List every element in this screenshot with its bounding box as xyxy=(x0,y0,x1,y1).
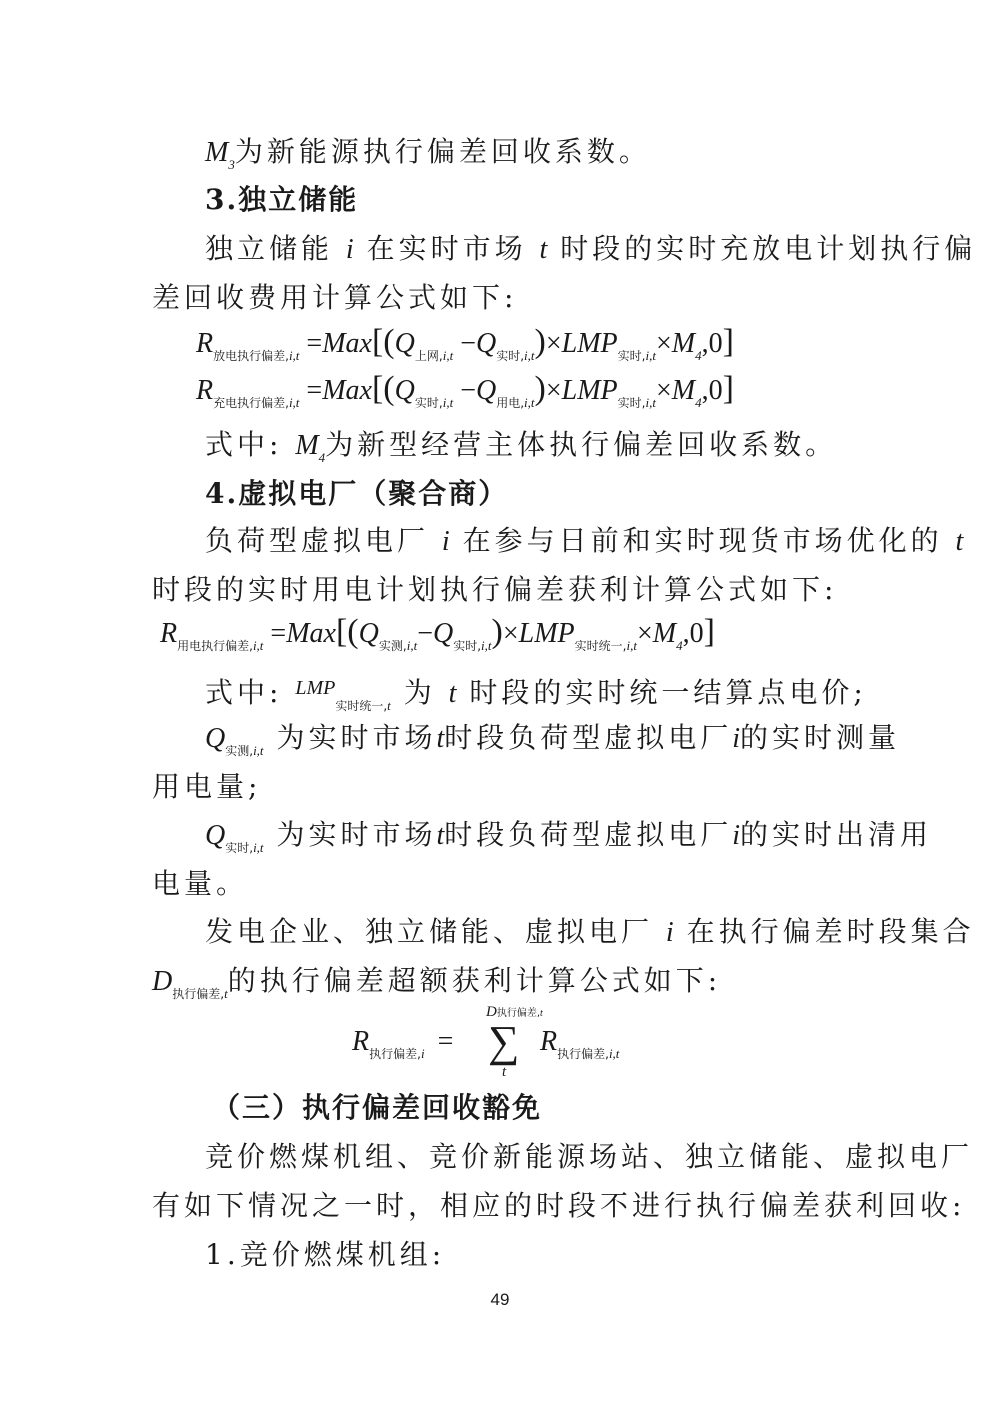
subscript: 实时统一, xyxy=(335,699,388,713)
subscript: 执行偏差, xyxy=(496,1008,541,1019)
func-max: Max xyxy=(322,375,372,406)
var-r: R xyxy=(196,375,214,406)
tail: ,0 xyxy=(701,328,723,359)
bracket: ] xyxy=(722,370,734,407)
var-subscript: 3 xyxy=(228,157,235,172)
q-measured-definition xyxy=(205,718,900,771)
var-m: M xyxy=(671,328,696,359)
subscript: 实时, xyxy=(414,396,443,410)
formula-charge xyxy=(196,369,734,423)
subscript: i,t xyxy=(626,638,637,653)
subscript: 用电执行偏差, xyxy=(177,639,253,653)
paragraph-line: 用电量; xyxy=(152,770,262,803)
var-d: D xyxy=(152,966,173,997)
text: 为 xyxy=(403,676,436,709)
var-q: Q xyxy=(394,375,415,406)
subscript: i,t xyxy=(481,638,492,653)
paragraph-line: 时段的实时用电计划执行偏差获利计算公式如下: xyxy=(152,573,838,606)
var-lmp: LMP xyxy=(561,328,618,359)
subscript: i,t xyxy=(252,638,264,653)
func-max: Max xyxy=(322,328,372,359)
equals: = xyxy=(270,618,287,649)
var-i: i xyxy=(732,723,741,754)
text: 在实时市场 xyxy=(366,232,527,265)
var-i: i xyxy=(665,917,674,948)
subscript: 执行偏差, xyxy=(172,987,225,1001)
bracket: [( xyxy=(371,370,395,407)
subscript: t xyxy=(224,986,228,1001)
paragraph-line xyxy=(205,229,976,270)
paragraph-line xyxy=(205,521,963,562)
subscript: i,t xyxy=(524,395,535,410)
subscript: i,t xyxy=(253,840,264,855)
subscript: 实时, xyxy=(453,639,482,653)
var-t: t xyxy=(436,723,445,754)
subscript: i,t xyxy=(442,395,454,410)
m3-definition xyxy=(205,132,651,185)
minus: − xyxy=(460,375,476,406)
subscript: i,t xyxy=(442,348,454,363)
var-m: M xyxy=(652,618,677,649)
var-q: Q xyxy=(432,618,454,649)
var-r: R xyxy=(196,328,214,359)
paragraph-line: 差回收费用计算公式如下: xyxy=(152,281,518,314)
var-m: M xyxy=(205,137,229,168)
var-d: D xyxy=(486,1004,497,1020)
subscript: 实时统一, xyxy=(574,639,627,653)
subscript: i,t xyxy=(645,348,656,363)
var-r: R xyxy=(540,1026,558,1057)
var-r: R xyxy=(160,618,178,649)
var-i: i xyxy=(732,820,741,851)
var-q: Q xyxy=(475,375,497,406)
var-q: Q xyxy=(205,723,226,754)
definition-text: 为新能源执行偏差回收系数。 xyxy=(234,135,651,168)
var-t: t xyxy=(955,526,964,557)
text: 式中: xyxy=(205,428,283,461)
q-realtime-definition xyxy=(205,815,932,868)
text: 的实时测量 xyxy=(740,721,901,754)
text: 的执行偏差超额获利计算公式如下: xyxy=(227,964,722,997)
var-t: t xyxy=(448,678,457,709)
minus: − xyxy=(460,328,476,359)
subscript: 4 xyxy=(695,395,702,410)
sigma-symbol: ∑ xyxy=(488,1017,520,1066)
subscript: t xyxy=(387,698,391,713)
text: 式中: xyxy=(205,676,283,709)
subscript: 实测, xyxy=(225,744,254,758)
times: × xyxy=(502,618,519,649)
formula-consumption xyxy=(160,612,715,666)
subscript: 放电执行偏差, xyxy=(213,349,289,363)
subscript: i,t xyxy=(608,1046,620,1061)
text: 在参与日前和实时现货市场优化的 xyxy=(462,524,943,557)
var-lmp: LMP xyxy=(295,677,336,699)
tail: ,0 xyxy=(682,618,704,649)
tail: ,0 xyxy=(701,375,723,406)
bracket: [( xyxy=(371,323,395,360)
var-lmp: LMP xyxy=(561,375,618,406)
var-m: M xyxy=(671,375,696,406)
var-t: t xyxy=(539,234,548,265)
bracket: ] xyxy=(703,613,715,650)
text: 发电企业、独立储能、虚拟电厂 xyxy=(205,915,654,948)
times: × xyxy=(655,328,672,359)
subscript: 实时, xyxy=(617,396,646,410)
var-q: Q xyxy=(205,820,226,851)
m4-definition xyxy=(205,425,837,478)
section-heading-4: 4.虚拟电厂（聚合商） xyxy=(205,477,509,510)
subscript: i,t xyxy=(645,395,656,410)
paragraph-line: 电量。 xyxy=(152,867,249,900)
bracket: ) xyxy=(534,323,546,360)
subscript: 执行偏差, xyxy=(369,1047,421,1061)
subscript: 实时, xyxy=(225,841,254,855)
subscript: i xyxy=(420,1046,425,1061)
subscript: t xyxy=(540,1008,543,1019)
page-number: 49 xyxy=(490,1290,510,1309)
subscript: 实时, xyxy=(617,349,646,363)
subscript: 4 xyxy=(318,450,326,465)
text: 独立储能 xyxy=(205,232,334,265)
var-i: i xyxy=(345,234,354,265)
text: 为新型经营主体执行偏差回收系数。 xyxy=(325,428,838,461)
equals: = xyxy=(306,328,323,359)
paragraph-line xyxy=(205,912,975,953)
subscript: i,t xyxy=(288,395,300,410)
var-i: i xyxy=(441,526,450,557)
text: 为实时市场 xyxy=(276,721,437,754)
section-heading-exemption: （三）执行偏差回收豁免 xyxy=(212,1091,543,1124)
text: 时段的实时统一结算点电价; xyxy=(469,676,867,709)
subscript: i,t xyxy=(288,348,300,363)
paragraph-line: 1.竞价燃煤机组: xyxy=(205,1238,446,1271)
sum-lower-limit: t xyxy=(502,1064,507,1080)
subscript: 实时, xyxy=(496,349,525,363)
subscript: i,t xyxy=(524,348,535,363)
sum-lhs xyxy=(352,1022,453,1074)
formula-discharge xyxy=(196,322,734,376)
subscript: 实测, xyxy=(378,639,407,653)
text: 时段的实时充放电计划执行偏 xyxy=(560,232,977,265)
equals: = xyxy=(306,375,323,406)
paragraph-line: 竞价燃煤机组、竞价新能源场站、独立储能、虚拟电厂 xyxy=(205,1140,974,1173)
equals: = xyxy=(437,1026,454,1057)
bracket: ) xyxy=(534,370,546,407)
var-t: t xyxy=(436,820,445,851)
func-max: Max xyxy=(286,618,336,649)
var-r: R xyxy=(352,1026,370,1057)
subscript: 上网, xyxy=(414,349,443,363)
sum-rhs xyxy=(540,1022,619,1074)
text: 负荷型虚拟电厂 xyxy=(205,524,430,557)
var-q: Q xyxy=(394,328,415,359)
times: × xyxy=(545,375,562,406)
times: × xyxy=(636,618,653,649)
text: 的实时出清用 xyxy=(740,818,933,851)
var-q: Q xyxy=(475,328,497,359)
subscript: 4 xyxy=(695,348,702,363)
subscript: 执行偏差, xyxy=(557,1047,609,1061)
subscript: i,t xyxy=(253,743,264,758)
bracket: ] xyxy=(722,323,734,360)
paragraph-line: 有如下情况之一时，相应的时段不进行执行偏差获利回收: xyxy=(152,1189,966,1222)
var-lmp: LMP xyxy=(518,618,575,649)
subscript: i,t xyxy=(406,638,418,653)
paragraph-line xyxy=(152,961,721,1014)
bracket: [( xyxy=(335,613,359,650)
var-q: Q xyxy=(358,618,379,649)
text: 时段负荷型虚拟电厂 xyxy=(444,818,733,851)
section-heading-3: 3.独立储能 xyxy=(205,183,359,216)
var-m: M xyxy=(295,430,319,461)
subscript: 4 xyxy=(676,638,683,653)
text: 时段负荷型虚拟电厂 xyxy=(444,721,733,754)
bracket: ) xyxy=(491,613,503,650)
subscript: 用电, xyxy=(496,396,525,410)
times: × xyxy=(655,375,672,406)
times: × xyxy=(545,328,562,359)
text: 为实时市场 xyxy=(276,818,437,851)
text: 在执行偏差时段集合 xyxy=(686,915,975,948)
minus: − xyxy=(417,618,433,649)
subscript: 充电执行偏差, xyxy=(213,396,289,410)
